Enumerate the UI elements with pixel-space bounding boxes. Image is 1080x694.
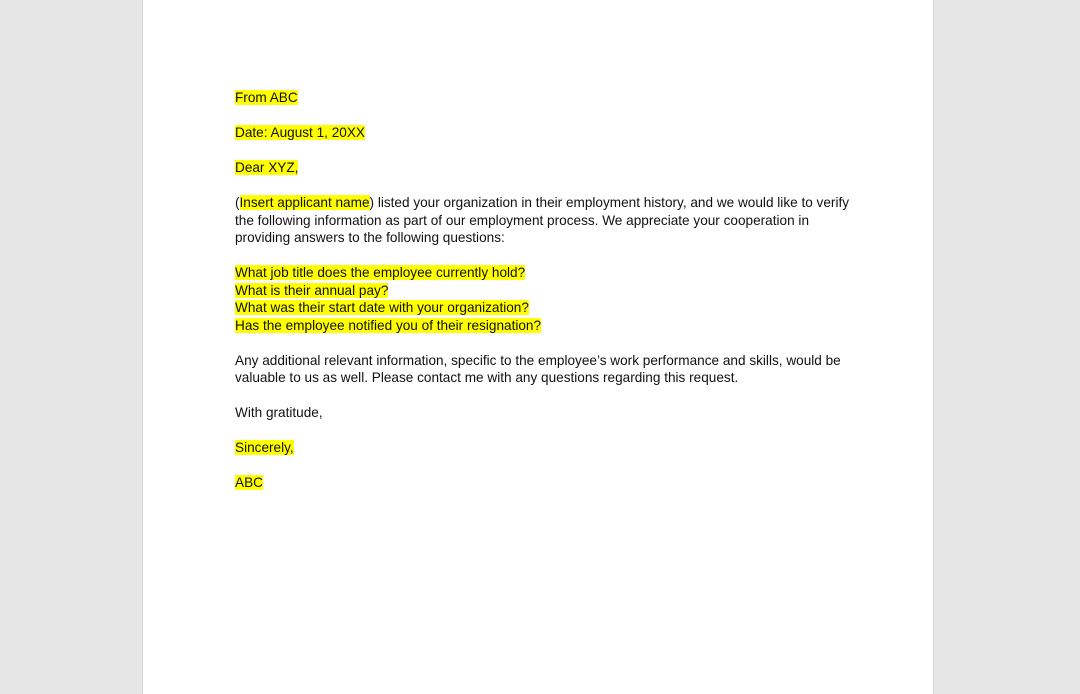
applicant-name-placeholder: Insert applicant name: [239, 195, 370, 210]
question-item: [235, 282, 855, 300]
question-item: [235, 264, 855, 282]
question-item: [235, 299, 855, 317]
from-line: From ABC: [235, 90, 298, 105]
additional-info-paragraph: Any additional relevant information, specific to the employee’s work performance and skills, would be valuable to us as well. Please contact me with any questions regarding this request.: [235, 352, 841, 385]
signature: ABC: [235, 475, 263, 490]
signature-paragraph: [235, 474, 855, 492]
document-page[interactable]: [142, 0, 934, 694]
gratitude-paragraph: With gratitude,: [235, 405, 323, 420]
intro-open-paren: (: [235, 195, 240, 210]
signoff-paragraph: [235, 439, 855, 457]
questions-list: [235, 264, 855, 334]
signoff: Sincerely,: [235, 440, 294, 455]
letter-body: [235, 89, 855, 509]
intro-text: ) listed your organization in their employment history, and we would like to verify the following information as part of our employment process. We appreciate your cooperation in providing answers to the following questions:: [235, 195, 850, 245]
salutation: Dear XYZ,: [235, 160, 299, 175]
from-paragraph: [235, 89, 855, 107]
question-text: What was their start date with your organization?: [235, 300, 529, 315]
intro-paragraph: [235, 194, 855, 247]
question-text: What is their annual pay?: [235, 282, 389, 298]
date-line: Date: August 1, 20XX: [235, 125, 365, 140]
date-paragraph: [235, 124, 855, 142]
question-text: What job title does the employee currently hold?: [235, 265, 526, 280]
question-text: Has the employee notified you of their resignation?: [235, 317, 542, 333]
question-item: [235, 317, 855, 335]
salutation-paragraph: [235, 159, 855, 177]
